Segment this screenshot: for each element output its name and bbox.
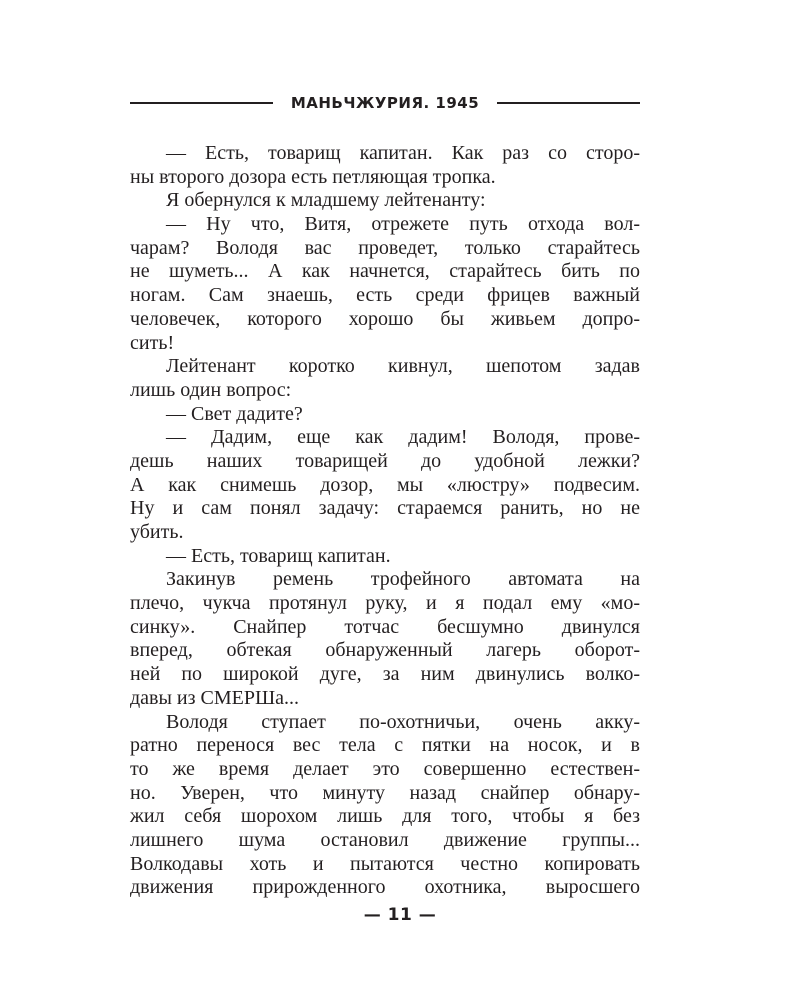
text-line: движения прирожденного охотника, выросшего (130, 876, 640, 899)
text-line: ней по широкой дуге, за ним двинулись волко- (130, 663, 640, 686)
running-head-title: МАНЬЧЖУРИЯ. 1945 (290, 94, 480, 112)
running-head-rule-left (130, 102, 273, 104)
text-line: лишнего шума остановил движение группы... (130, 828, 640, 851)
text-line: — Есть, товарищ капитан. (166, 544, 391, 567)
text-line: Лейтенант коротко кивнул, шепотом задав (166, 355, 640, 378)
text-line: то же время делает это совершенно естествен- (130, 757, 640, 780)
text-line: — Есть, товарищ капитан. Как раз со сторо- (166, 142, 640, 164)
text-line: — Ну что, Витя, отрежете путь отхода вол- (166, 213, 640, 236)
text-line: сить! (130, 331, 175, 354)
text-line: А как снимешь дозор, мы «люстру» подвесим. (130, 473, 640, 496)
text-line: человечек, которого хорошо бы живьем допро- (130, 307, 640, 330)
text-line: Ну и сам понял задачу: стараемся ранить, но не (130, 497, 640, 520)
text-line: — Дадим, еще как дадим! Володя, прове- (166, 426, 640, 449)
body-text (130, 142, 640, 900)
text-line: ны второго дозора есть петляющая тропка. (130, 165, 496, 188)
text-line: Волкодавы хоть и пытаются честно копировать (130, 852, 640, 875)
text-line: синку». Снайпер тотчас бесшумно двинулся (130, 615, 640, 638)
text-line: не шуметь... А как начнется, старайтесь бить по (130, 260, 640, 283)
text-line: жил себя шорохом лишь для того, чтобы я без (130, 805, 640, 828)
text-line: Володя ступает по-охотничьи, очень акку- (166, 710, 640, 733)
text-line: дешь наших товарищей до удобной лежки? (130, 449, 640, 472)
text-line: Я обернулся к младшему лейтенанту: (166, 189, 486, 212)
text-line: убить. (130, 521, 184, 543)
text-line: Закинув ремень трофейного автомата на (166, 568, 640, 591)
page-number: — 11 — (363, 905, 437, 925)
text-line: давы из СМЕРШа... (130, 686, 300, 709)
running-head (130, 91, 640, 115)
text-line: вперед, обтекая обнаруженный лагерь оборот- (130, 639, 640, 662)
text-line: — Свет дадите? (166, 402, 303, 425)
text-line: но. Уверен, что минуту назад снайпер обнару- (130, 781, 640, 804)
text-line: плечо, чукча протянул руку, и я подал ему «мо- (130, 592, 640, 615)
running-head-rule-right (497, 102, 640, 104)
text-line: лишь один вопрос: (130, 378, 292, 401)
text-line: ногам. Сам знаешь, есть среди фрицев важный (130, 284, 640, 307)
text-line: ратно перенося вес тела с пятки на носок, и в (130, 734, 640, 757)
text-line: чарам? Володя вас проведет, только старайтесь (130, 236, 640, 259)
